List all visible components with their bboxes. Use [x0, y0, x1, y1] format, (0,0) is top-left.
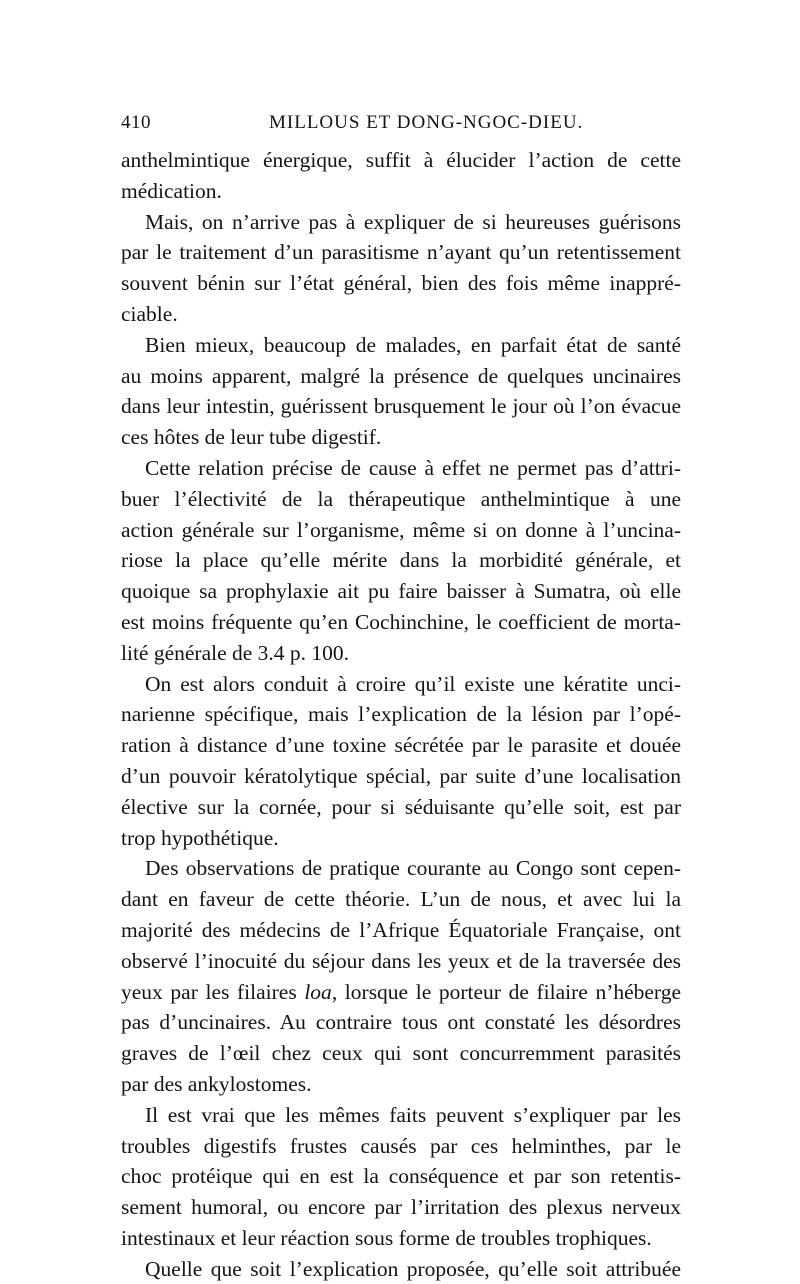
- text-line: au moins apparent, malgré la présence de quelques uncinaires: [121, 363, 681, 388]
- text-line: trop hypothétique.: [121, 825, 279, 850]
- text-line: d’un pouvoir kératolytique spécial, par suite d’une localisation: [121, 763, 681, 788]
- text-line: ciable.: [121, 301, 178, 326]
- text-line: Bien mieux, beaucoup de malades, en parfait état de santé: [145, 332, 681, 357]
- text-line: par des ankylostomes.: [121, 1071, 312, 1096]
- text-line: action générale sur l’organisme, même si on donne à l’uncina-: [121, 517, 681, 542]
- text-line: anthelmintique énergique, suffit à élucider l’action de cette: [121, 148, 681, 172]
- text-line: observé l’inocuité du séjour dans les yeux et de la traversée des: [121, 948, 681, 973]
- text-line: élective sur la cornée, pour si séduisante qu’elle soit, est par: [121, 794, 681, 819]
- text-line: est moins fréquente qu’en Cochinchine, le coefficient de morta-: [121, 609, 681, 634]
- text-line: riose la place qu’elle mérite dans la morbidité générale, et: [121, 548, 681, 573]
- page-number: 410: [121, 112, 151, 133]
- text-line: lité générale de 3.4 p. 100.: [121, 640, 350, 665]
- text-line: Mais, on n’arrive pas à expliquer de si heureuses guérisons: [145, 209, 681, 234]
- text-line: pas d’uncinaires. Au contraire tous ont constaté les désordres: [121, 1010, 681, 1035]
- text-line: dans leur intestin, guérissent brusquement le jour où l’on évacue: [121, 394, 681, 419]
- text-line: quoique sa prophylaxie ait pu faire baisser à Sumatra, où elle: [121, 579, 681, 604]
- text-line: médication.: [121, 178, 222, 203]
- text-line: narienne spécifique, mais l’explication de la lésion par l’opé-: [121, 702, 681, 727]
- text-line: Il est vrai que les mêmes faits peuvent s’expliquer par les: [145, 1102, 681, 1127]
- text-line: buer l’électivité de la thérapeutique anthelmintique à une: [121, 486, 681, 511]
- running-title: MILLOUS ET DONG-NGOC-DIEU.: [269, 112, 584, 133]
- book-page: [121, 112, 681, 1284]
- text-line: yeux par les filaires loa, lorsque le porteur de filaire n’héberge: [121, 979, 681, 1004]
- text-line: souvent bénin sur l’état général, bien des fois même inappré-: [121, 271, 681, 296]
- text-line: ces hôtes de leur tube digestif.: [121, 425, 382, 450]
- text-line: graves de l’œil chez ceux qui sont concurremment parasités: [121, 1041, 681, 1066]
- text-line: dant en faveur de cette théorie. L’un de nous, et avec lui la: [121, 887, 681, 912]
- text-line: choc protéique qui en est la conséquence et par son retentis-: [121, 1164, 681, 1189]
- text-line: Quelle que soit l’explication proposée, qu’elle soit attribuée: [145, 1256, 681, 1281]
- text-line: majorité des médecins de l’Afrique Équatoriale Française, ont: [121, 917, 681, 942]
- text-line: Cette relation précise de cause à effet ne permet pas d’attri-: [145, 455, 681, 480]
- running-head: [121, 112, 681, 142]
- body-text: [121, 145, 681, 1284]
- text-line: On est alors conduit à croire qu’il existe une kératite unci-: [145, 671, 681, 696]
- text-line: par le traitement d’un parasitisme n’ayant qu’un retentissement: [121, 240, 681, 265]
- text-line: sement humoral, ou encore par l’irritation des plexus nerveux: [121, 1195, 681, 1220]
- text-line: intestinaux et leur réaction sous forme de troubles trophiques.: [121, 1225, 652, 1250]
- text-line: ration à distance d’une toxine sécrétée par le parasite et douée: [121, 733, 681, 758]
- text-line: Des observations de pratique courante au Congo sont cepen-: [145, 856, 681, 881]
- text-line: troubles digestifs frustes causés par ces helminthes, par le: [121, 1133, 681, 1158]
